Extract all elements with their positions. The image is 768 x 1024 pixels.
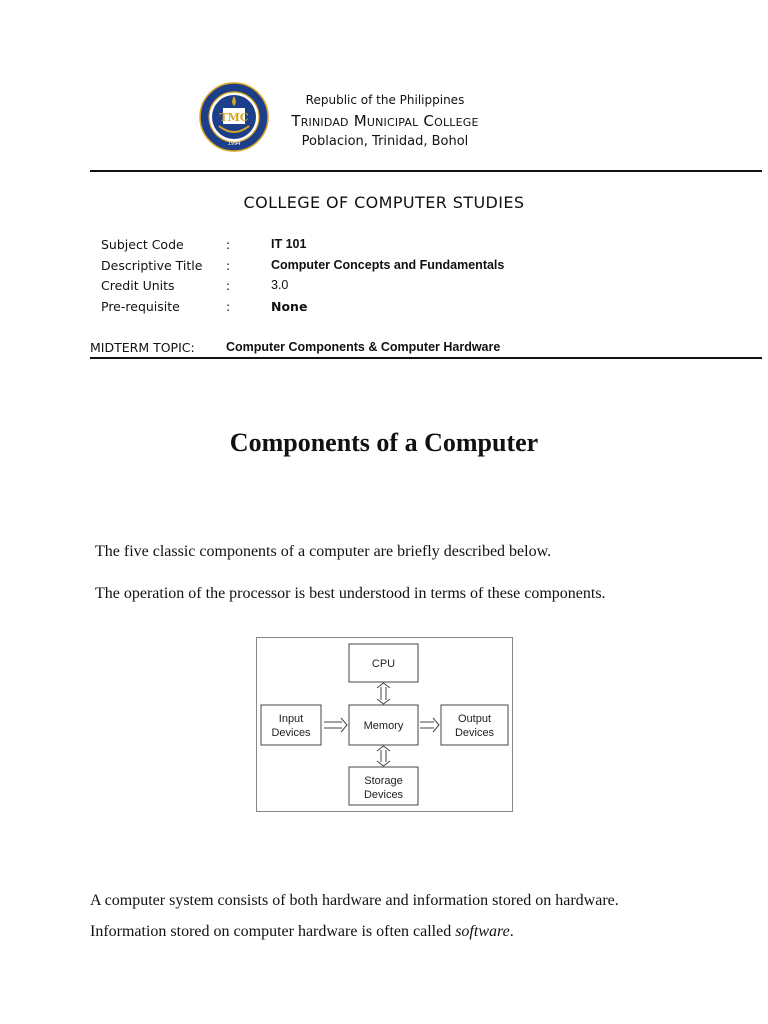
credit-units-value: 3.0 <box>271 278 289 292</box>
info-separator: : <box>226 299 231 314</box>
intro-paragraph: The five classic components of a computer are briefly described below. <box>95 543 552 560</box>
college-name: Trinidad Municipal College <box>291 112 479 130</box>
info-separator: : <box>226 237 231 252</box>
memory-label: Memory <box>363 720 404 732</box>
software-sentence-end: . <box>509 923 514 940</box>
subject-code-label: Subject Code <box>101 237 184 252</box>
storage-label-1: Storage <box>364 775 403 787</box>
cpu-label: CPU <box>371 658 396 670</box>
info-separator: : <box>226 258 231 273</box>
software-term: software <box>455 923 510 940</box>
input-label-1: Input <box>278 713 304 725</box>
department-title: COLLEGE OF COMPUTER STUDIES <box>243 193 525 212</box>
software-sentence-start: Information stored on computer hardware is often called <box>90 923 456 940</box>
republic-line: Republic of the Philippines <box>305 93 465 107</box>
info-separator: : <box>226 278 231 293</box>
prerequisite-value: None <box>271 299 308 314</box>
prerequisite-label: Pre-requisite <box>101 299 180 314</box>
output-label-2: Devices <box>454 727 495 739</box>
header-divider <box>90 170 762 172</box>
computer-components-diagram <box>256 637 513 812</box>
midterm-topic-label: MIDTERM TOPIC: <box>90 340 195 355</box>
page-title: Components of a Computer <box>229 428 539 457</box>
processor-paragraph: The operation of the processor is best understood in terms of these components. <box>95 585 606 602</box>
output-label-1: Output <box>457 713 492 725</box>
info-divider <box>90 357 762 359</box>
subject-code-value: IT 101 <box>271 237 307 251</box>
input-devices-box <box>261 705 321 745</box>
midterm-topic-value: Computer Components & Computer Hardware <box>226 340 501 354</box>
college-address: Poblacion, Trinidad, Bohol <box>301 134 469 149</box>
software-paragraph <box>90 923 514 941</box>
output-devices-box <box>441 705 508 745</box>
seal-monogram: TMC <box>219 111 249 124</box>
seal-year: 1994 <box>227 141 241 147</box>
input-label-2: Devices <box>271 727 311 739</box>
hardware-paragraph: A computer system consists of both hardware and information stored on hardware. <box>90 892 619 909</box>
descriptive-title-label: Descriptive Title <box>101 258 203 273</box>
storage-label-2: Devices <box>363 789 404 801</box>
credit-units-label: Credit Units <box>101 278 175 293</box>
descriptive-title-value: Computer Concepts and Fundamentals <box>271 258 505 272</box>
